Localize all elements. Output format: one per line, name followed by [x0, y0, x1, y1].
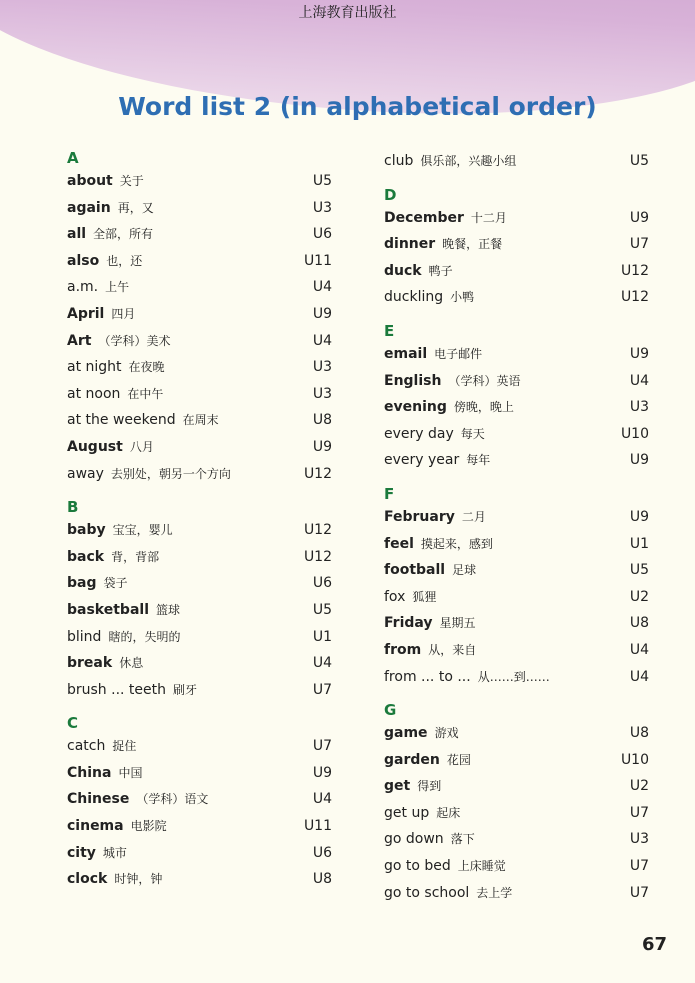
english-word: feel [384, 535, 414, 552]
english-word: go to school [384, 884, 470, 901]
unit-ref: U11 [303, 252, 332, 269]
word-entry [384, 394, 649, 421]
chinese-meaning: 上床睡觉 [457, 859, 506, 874]
english-word: go down [384, 831, 444, 848]
unit-ref: U6 [312, 575, 332, 592]
word-entry [67, 168, 332, 195]
english-word: back [67, 548, 105, 565]
unit-ref: U7 [312, 681, 332, 698]
word-entry [67, 328, 332, 355]
unit-ref: U4 [629, 641, 649, 658]
unit-ref: U12 [620, 289, 649, 306]
english-word: away [67, 465, 104, 482]
chinese-meaning: 休息 [119, 656, 144, 671]
word-entry [384, 148, 649, 175]
chinese-meaning: 也，还 [106, 253, 143, 268]
word-entry [384, 368, 649, 395]
english-word: every year [384, 452, 460, 469]
english-word: get [384, 778, 411, 795]
english-word: basketball [67, 601, 149, 618]
unit-ref: U8 [312, 871, 332, 888]
unit-ref: U12 [303, 522, 332, 539]
chinese-meaning: 每天 [460, 426, 485, 441]
page-number: 67 [641, 934, 667, 955]
unit-ref: U9 [312, 305, 332, 322]
unit-ref: U5 [629, 562, 649, 579]
unit-ref: U6 [312, 844, 332, 861]
chinese-meaning: 俱乐部，兴趣小组 [420, 154, 517, 168]
english-word: from [384, 641, 422, 658]
unit-ref: U1 [629, 535, 649, 552]
unit-ref: U12 [620, 262, 649, 279]
unit-ref: U3 [312, 199, 332, 216]
word-entry [67, 866, 332, 893]
word-entry [384, 880, 649, 907]
word-entry [384, 531, 649, 558]
english-word: also [67, 252, 100, 269]
english-word: again [67, 199, 111, 216]
unit-ref: U1 [312, 628, 332, 645]
english-word: April [67, 305, 105, 322]
chinese-meaning: 全部，所有 [93, 227, 154, 242]
english-word: brush ... teeth [67, 681, 167, 698]
english-word: Art [67, 332, 92, 349]
word-entry [384, 826, 649, 853]
section-letter: A [67, 149, 79, 167]
word-entry [384, 584, 649, 611]
english-word: bag [67, 575, 97, 592]
unit-ref: U3 [312, 359, 332, 376]
chinese-meaning: 狐狸 [412, 589, 437, 604]
english-word: Friday [384, 615, 433, 632]
word-entry [67, 407, 332, 434]
word-entry [384, 557, 649, 584]
chinese-meaning: 落下 [450, 832, 475, 847]
chinese-meaning: 时钟，钟 [114, 872, 163, 887]
english-word: catch [67, 738, 106, 755]
english-word: at night [67, 359, 122, 376]
chinese-meaning: 袋子 [103, 576, 128, 591]
english-word: dinner [384, 236, 436, 253]
unit-ref: U4 [312, 332, 332, 349]
unit-ref: U9 [312, 764, 332, 781]
english-word: football [384, 562, 446, 579]
word-entry [384, 447, 649, 474]
unit-ref: U2 [629, 588, 649, 605]
chinese-meaning: （学科）英语 [448, 373, 521, 388]
word-entry [384, 800, 649, 827]
unit-ref: U4 [629, 668, 649, 685]
chinese-meaning: 去别处，朝另一个方向 [110, 466, 231, 481]
english-word: city [67, 844, 96, 861]
unit-ref: U3 [312, 385, 332, 402]
english-word: email [384, 345, 428, 362]
word-entry [384, 284, 649, 311]
unit-ref: U7 [312, 738, 332, 755]
word-entry [67, 544, 332, 571]
unit-ref: U7 [629, 884, 649, 901]
chinese-meaning: 二月 [461, 509, 486, 524]
chinese-meaning: 足球 [452, 563, 477, 578]
chinese-meaning: 篮球 [156, 602, 181, 617]
chinese-meaning: 起床 [436, 805, 461, 820]
chinese-meaning: 捉住 [112, 739, 137, 754]
english-word: go to bed [384, 858, 451, 875]
unit-ref: U6 [312, 226, 332, 243]
chinese-meaning: 关于 [119, 174, 144, 188]
word-entry [67, 221, 332, 248]
unit-ref: U8 [629, 725, 649, 742]
word-entry [67, 813, 332, 840]
word-entry [384, 720, 649, 747]
chinese-meaning: 去上学 [476, 885, 513, 900]
word-entry [67, 461, 332, 488]
chinese-meaning: 游戏 [434, 726, 459, 741]
word-list-right-column [384, 148, 649, 906]
word-entry [384, 610, 649, 637]
unit-ref: U8 [312, 412, 332, 429]
chinese-meaning: 得到 [417, 779, 442, 794]
chinese-meaning: 摸起来，感到 [420, 536, 493, 551]
word-entry [384, 664, 649, 691]
chinese-meaning: 在周末 [182, 413, 219, 428]
chinese-meaning: （学科）语文 [136, 792, 209, 807]
chinese-meaning: 中国 [118, 765, 143, 780]
english-word: blind [67, 628, 102, 645]
section-letter: E [384, 321, 395, 340]
word-entry [67, 195, 332, 222]
word-entry [67, 733, 332, 760]
english-word: club [384, 153, 414, 169]
chinese-meaning: 从……到…… [477, 669, 550, 684]
word-entry [384, 773, 649, 800]
unit-ref: U2 [629, 778, 649, 795]
word-entry [384, 231, 649, 258]
chinese-meaning: 瞎的，失明的 [108, 629, 181, 644]
unit-ref: U12 [303, 465, 332, 482]
section-letter: B [67, 498, 79, 517]
word-entry [67, 624, 332, 651]
chinese-meaning: 傍晚，晚上 [453, 400, 514, 415]
chinese-meaning: （学科）美术 [98, 333, 171, 348]
word-entry [384, 421, 649, 448]
chinese-meaning: 再，又 [117, 200, 154, 215]
word-entry [67, 381, 332, 408]
english-word: break [67, 655, 113, 672]
unit-ref: U7 [629, 236, 649, 253]
chinese-meaning: 背，背部 [111, 549, 160, 564]
english-word: China [67, 764, 112, 781]
unit-ref: U4 [629, 372, 649, 389]
chinese-meaning: 上午 [105, 280, 130, 295]
chinese-meaning: 八月 [129, 439, 154, 454]
word-entry [67, 650, 332, 677]
chinese-meaning: 小鸭 [450, 290, 475, 305]
unit-ref: U5 [629, 153, 649, 169]
unit-ref: U9 [629, 345, 649, 362]
english-word: game [384, 725, 428, 742]
english-word: fox [384, 588, 406, 605]
unit-ref: U3 [629, 831, 649, 848]
chinese-meaning: 在夜晚 [128, 360, 165, 375]
unit-ref: U9 [312, 438, 332, 455]
word-entry [384, 853, 649, 880]
unit-ref: U5 [312, 601, 332, 618]
word-entry [67, 301, 332, 328]
unit-ref: U4 [312, 279, 332, 296]
chinese-meaning: 每年 [466, 453, 491, 468]
section-letter: D [384, 185, 397, 204]
word-entry [67, 274, 332, 301]
word-entry [384, 258, 649, 285]
word-entry [67, 786, 332, 813]
english-word: at the weekend [67, 412, 176, 429]
english-word: duckling [384, 289, 444, 306]
word-entry [384, 205, 649, 232]
english-word: at noon [67, 385, 121, 402]
publisher-name: 上海教育出版社 [298, 5, 397, 21]
chinese-meaning: 晚餐，正餐 [442, 237, 503, 252]
english-word: cinema [67, 818, 124, 835]
chinese-meaning: 从，来自 [428, 642, 477, 657]
chinese-meaning: 宝宝，婴儿 [112, 523, 173, 538]
english-word: from ... to ... [384, 668, 471, 685]
section-letter: C [67, 714, 79, 733]
english-word: a.m. [67, 279, 99, 296]
unit-ref: U3 [629, 399, 649, 416]
chinese-meaning: 鸭子 [428, 263, 453, 278]
unit-ref: U10 [620, 751, 649, 768]
section-letter: F [384, 484, 395, 503]
english-word: December [384, 209, 464, 226]
english-word: evening [384, 399, 447, 416]
chinese-meaning: 十二月 [470, 210, 507, 225]
word-entry [67, 760, 332, 787]
unit-ref: U9 [629, 209, 649, 226]
word-entry [384, 341, 649, 368]
chinese-meaning: 花园 [446, 752, 471, 767]
english-word: duck [384, 262, 422, 279]
unit-ref: U4 [312, 791, 332, 808]
english-word: baby [67, 522, 106, 539]
word-entry [67, 597, 332, 624]
word-entry [67, 840, 332, 867]
page-title: Word list 2 (in alphabetical order) [118, 92, 597, 121]
english-word: every day [384, 425, 454, 442]
word-entry [384, 747, 649, 774]
word-entry [384, 637, 649, 664]
english-word: get up [384, 804, 430, 821]
unit-ref: U12 [303, 548, 332, 565]
chinese-meaning: 四月 [111, 306, 136, 321]
english-word: all [67, 226, 87, 243]
chinese-meaning: 城市 [102, 845, 127, 860]
section-letter: G [384, 701, 397, 720]
chinese-meaning: 星期五 [439, 616, 476, 631]
word-entry [67, 570, 332, 597]
unit-ref: U4 [312, 655, 332, 672]
chinese-meaning: 在中午 [127, 386, 164, 401]
english-word: August [67, 438, 123, 455]
unit-ref: U5 [312, 173, 332, 189]
english-word: about [67, 173, 113, 189]
unit-ref: U7 [629, 804, 649, 821]
word-entry [67, 517, 332, 544]
unit-ref: U9 [629, 452, 649, 469]
unit-ref: U11 [303, 818, 332, 835]
word-list-left-column [67, 148, 332, 893]
english-word: Chinese [67, 791, 130, 808]
english-word: English [384, 372, 442, 389]
english-word: clock [67, 871, 108, 888]
word-entry [67, 677, 332, 704]
chinese-meaning: 电影院 [130, 819, 167, 834]
chinese-meaning: 电子邮件 [434, 346, 483, 361]
chinese-meaning: 刷牙 [173, 682, 198, 697]
unit-ref: U10 [620, 425, 649, 442]
unit-ref: U9 [629, 508, 649, 525]
english-word: February [384, 508, 455, 525]
word-entry [384, 504, 649, 531]
word-entry [67, 434, 332, 461]
word-entry [67, 248, 332, 275]
unit-ref: U7 [629, 858, 649, 875]
english-word: garden [384, 751, 440, 768]
word-entry [67, 354, 332, 381]
unit-ref: U8 [629, 615, 649, 632]
